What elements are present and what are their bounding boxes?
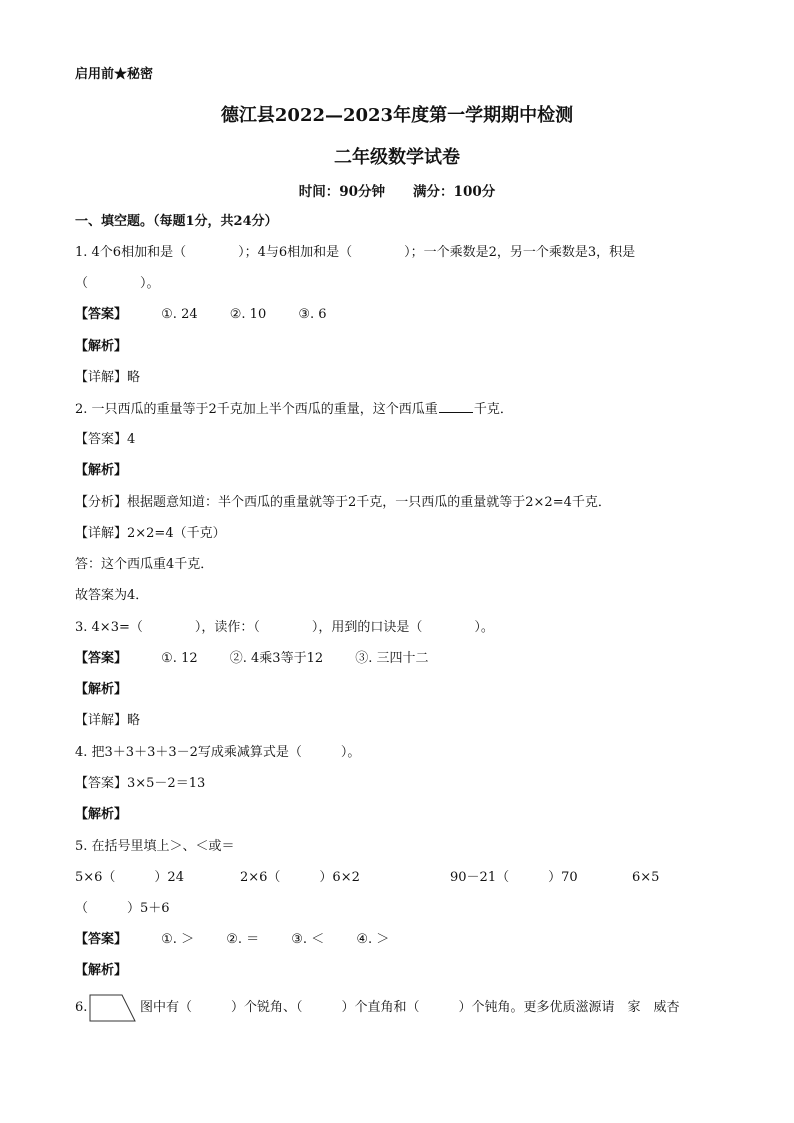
question-2-analysis: 【解析】 [75, 463, 128, 478]
answer-label: 【答案】 [75, 651, 128, 666]
question-2-text-after: 千克． [473, 402, 513, 417]
exam-score: 满分：100分 [413, 184, 496, 200]
exam-title: 德江县2022—2023年度第一学期期中检测 [220, 105, 574, 126]
question-5-item: 2×6（ ）6×2 [240, 870, 360, 885]
question-1-answer [75, 306, 327, 324]
question-2-detail: 【详解】2×2=4（千克） [75, 526, 226, 541]
question-2-answer: 【答案】4 [75, 432, 136, 447]
question-5-analysis: 【解析】 [75, 963, 128, 978]
question-4-analysis: 【解析】 [75, 807, 128, 822]
answer-item: ①. ＞ [161, 932, 195, 947]
question-3-analysis: 【解析】 [75, 682, 128, 697]
question-6-number: 6. [75, 1000, 88, 1015]
question-3-answer [75, 650, 429, 668]
question-2-text [75, 400, 513, 419]
question-2-reply: 答：这个西瓜重4千克． [75, 557, 214, 572]
answer-label: 【答案】 [75, 932, 128, 947]
exam-time-score [0, 183, 794, 201]
trapezoid-figure [88, 993, 138, 1027]
section-heading: 一、填空题。（每题1分，共24分） [75, 214, 278, 229]
question-5-item: 5×6（ ）24 [75, 870, 184, 885]
question-2-text-before: 2. 一只西瓜的重量等于2千克加上半个西瓜的重量，这个西瓜重 [75, 402, 438, 417]
question-1-line1: 1. 4个6相加和是（ ）；4与6相加和是（ ）；一个乘数是2，另一个乘数是3，积是 [75, 245, 636, 260]
question-4-answer: 【答案】3×5－2＝13 [75, 776, 206, 791]
question-6-text: 图中有（ ）个锐角、（ ）个直角和（ ）个钝角。更多优质滋源请 家 威杏 [140, 1000, 680, 1015]
question-2-conclusion: 故答案为4． [75, 588, 149, 603]
answer-item: ③. 6 [298, 307, 327, 322]
question-3-text: 3. 4×3=（ ），读作：（ ），用到的口诀是（ ）。 [75, 620, 494, 635]
confidential-mark: 启用前★秘密 [75, 67, 154, 82]
question-5-item: 6×5 [632, 870, 660, 885]
answer-label: 【答案】 [75, 307, 128, 322]
question-3-detail: 【详解】略 [75, 713, 141, 728]
answer-item: ②. 4乘3等于12 [229, 651, 324, 666]
question-1-line2: （ ）。 [75, 276, 160, 291]
question-1-analysis: 【解析】 [75, 339, 128, 354]
answer-item: ②. ＝ [226, 932, 260, 947]
exam-time: 时间：90分钟 [298, 184, 386, 200]
answer-item: ③. ＜ [291, 932, 325, 947]
answer-blank [439, 400, 473, 413]
answer-item: ②. 10 [229, 307, 267, 322]
question-5-text: 5. 在括号里填上＞、＜或＝ [75, 839, 235, 854]
question-4-text: 4. 把3＋3＋3＋3－2写成乘减算式是（ ）。 [75, 745, 361, 760]
question-2-fenxi: 【分析】根据题意知道：半个西瓜的重量就等于2千克，一只西瓜的重量就等于2×2=4千克． [75, 495, 611, 510]
question-1-detail: 【详解】略 [75, 370, 141, 385]
exam-subtitle: 二年级数学试卷 [334, 147, 460, 168]
question-5-answer [75, 931, 389, 949]
answer-item: ①. 24 [161, 307, 198, 322]
question-5-item: 90－21（ ）70 [450, 870, 578, 885]
answer-item: ④. ＞ [356, 932, 390, 947]
answer-item: ③. 三四十二 [355, 651, 429, 666]
question-5-line3: （ ）5＋6 [75, 901, 170, 916]
answer-item: ①. 12 [161, 651, 198, 666]
